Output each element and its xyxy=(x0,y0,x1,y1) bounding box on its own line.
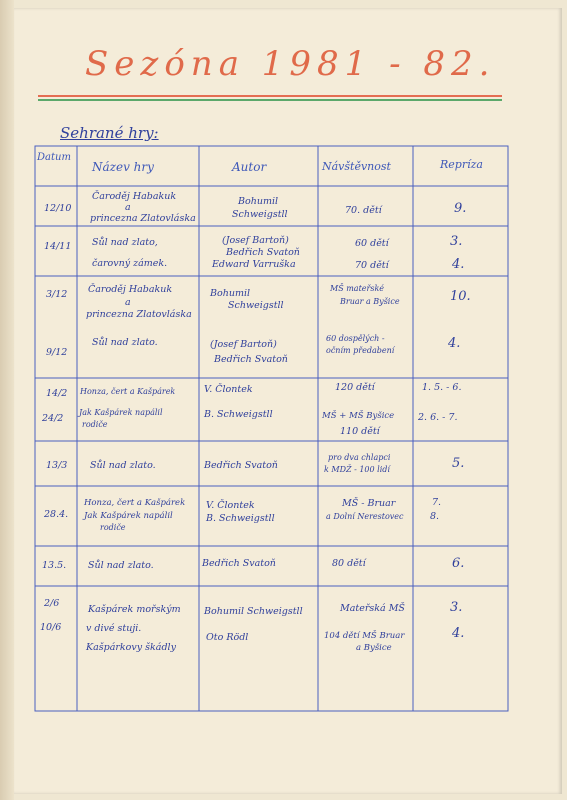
row-attendance: 60 dětí xyxy=(355,238,389,249)
row-author-line: Bohumil xyxy=(238,196,279,207)
row-author-line: V. Člontek xyxy=(204,384,253,395)
row-attendance: a Dolní Nerestovec xyxy=(326,512,404,521)
row-date: 13/3 xyxy=(46,460,68,471)
row-date: 14/2 xyxy=(46,388,68,399)
header-date: Datum xyxy=(37,152,71,163)
row-reprise: 4. xyxy=(452,257,465,272)
row-date: 24/2 xyxy=(42,413,64,424)
row-reprise: 3. xyxy=(450,234,463,249)
row-reprise: 9. xyxy=(454,201,467,216)
row-author-line: Bohumil xyxy=(210,288,251,299)
row-date: 13.5. xyxy=(42,560,67,571)
row-author-line: Schweigstll xyxy=(232,209,288,220)
row-name-line: Jak Kašpárek napálil xyxy=(79,408,163,417)
row-name-line: Sůl nad zlato, xyxy=(92,237,158,248)
row-author-line: (Josef Bartoň) xyxy=(222,235,289,246)
row-reprise: 7. xyxy=(432,497,442,508)
row-attendance: MŠ - Bruar xyxy=(342,498,396,509)
row-reprise: 3. xyxy=(450,600,463,615)
row-name-line: Čaroděj Habakuk xyxy=(88,284,173,295)
row-author-line: B. Schweigstll xyxy=(204,409,273,420)
row-name-line: princezna Zlatovláska xyxy=(90,213,196,224)
row-reprise: 8. xyxy=(430,511,440,522)
page-title: Sezóna 1981 - 82. xyxy=(85,44,496,84)
row-name-line: Honza, čert a Kašpárek xyxy=(80,387,176,396)
row-attendance: 60 dospělých - xyxy=(326,334,385,343)
subtitle: Sehrané hry: xyxy=(60,124,159,142)
row-date: 14/11 xyxy=(44,241,72,252)
row-name-line: Kašpárek mořským xyxy=(88,604,181,615)
header-attendance: Návštěvnost xyxy=(322,160,391,173)
row-attendance: 80 dětí xyxy=(332,558,366,569)
row-author-line: Schweigstll xyxy=(228,300,284,311)
row-date: 2/6 xyxy=(44,598,60,609)
row-name-line: Sůl nad zlato. xyxy=(88,560,154,571)
row-date: 10/6 xyxy=(40,622,62,633)
row-author-line: Bedřich Svatoň xyxy=(214,354,288,365)
row-author-line: B. Schweigstll xyxy=(206,513,275,524)
row-name-line: Kašpárkovy škádly xyxy=(86,642,176,653)
row-date: 3/12 xyxy=(46,289,68,300)
row-author-line: Bedřich Svatoň xyxy=(202,558,276,569)
row-name-line: v divé stuji. xyxy=(86,623,142,634)
row-author-line: Edward Varruška xyxy=(212,259,296,270)
header-author: Autor xyxy=(232,160,267,174)
row-date: 28.4. xyxy=(44,509,69,520)
row-name-line: rodiče xyxy=(82,420,108,429)
row-attendance: 70 dětí xyxy=(355,260,389,271)
row-name-line: Sůl nad zlato. xyxy=(90,460,156,471)
row-attendance: a Byšice xyxy=(356,643,392,653)
row-date: 9/12 xyxy=(46,347,68,358)
row-attendance: MŠ mateřské xyxy=(330,284,385,293)
row-name-line: princezna Zlatovláska xyxy=(86,309,192,320)
row-date: 12/10 xyxy=(44,203,72,214)
row-name-line: a xyxy=(125,202,131,213)
row-author-line: Bedřich Svatoň xyxy=(204,460,278,471)
header-name: Název hry xyxy=(92,160,154,174)
row-author-line: V. Člontek xyxy=(206,500,255,511)
row-reprise: 6. xyxy=(452,556,465,571)
row-name-line: a xyxy=(125,297,131,308)
row-attendance: Mateřská MŠ xyxy=(340,603,405,614)
row-reprise: 1. 5. - 6. xyxy=(422,382,462,393)
row-name-line: Sůl nad zlato. xyxy=(92,337,158,348)
row-attendance: očním předabení xyxy=(326,346,395,355)
row-attendance: k MDŽ - 100 lidí xyxy=(324,465,390,474)
row-name-line: Honza, čert a Kašpárek xyxy=(84,498,186,508)
row-attendance: 110 dětí xyxy=(340,426,380,437)
row-attendance: MŠ + MŠ Byšice xyxy=(322,411,395,421)
row-reprise: 4. xyxy=(448,336,461,351)
row-name-line: čarovný zámek. xyxy=(92,258,168,269)
row-reprise: 10. xyxy=(450,289,471,304)
row-author-line: Bedřich Svatoň xyxy=(226,247,300,258)
header-reprise: Repríza xyxy=(440,158,483,171)
row-reprise: 2. 6. - 7. xyxy=(418,412,458,423)
row-author-line: Oto Rödl xyxy=(206,632,249,643)
row-attendance: 104 dětí MŠ Bruar xyxy=(324,631,405,641)
row-name-line: Čaroděj Habakuk xyxy=(92,191,177,202)
row-reprise: 4. xyxy=(452,626,465,641)
row-author-line: (Josef Bartoň) xyxy=(210,339,277,350)
row-author-line: Bohumil Schweigstll xyxy=(204,606,303,617)
row-reprise: 5. xyxy=(452,456,465,471)
row-name-line: Jak Kašpárek napálil xyxy=(84,511,173,521)
row-attendance: Bruar a Byšice xyxy=(340,297,400,306)
row-attendance: 70. dětí xyxy=(345,205,382,216)
row-name-line: rodiče xyxy=(100,523,126,532)
row-attendance: pro dva chlapci xyxy=(328,453,391,462)
row-attendance: 120 dětí xyxy=(335,382,375,393)
